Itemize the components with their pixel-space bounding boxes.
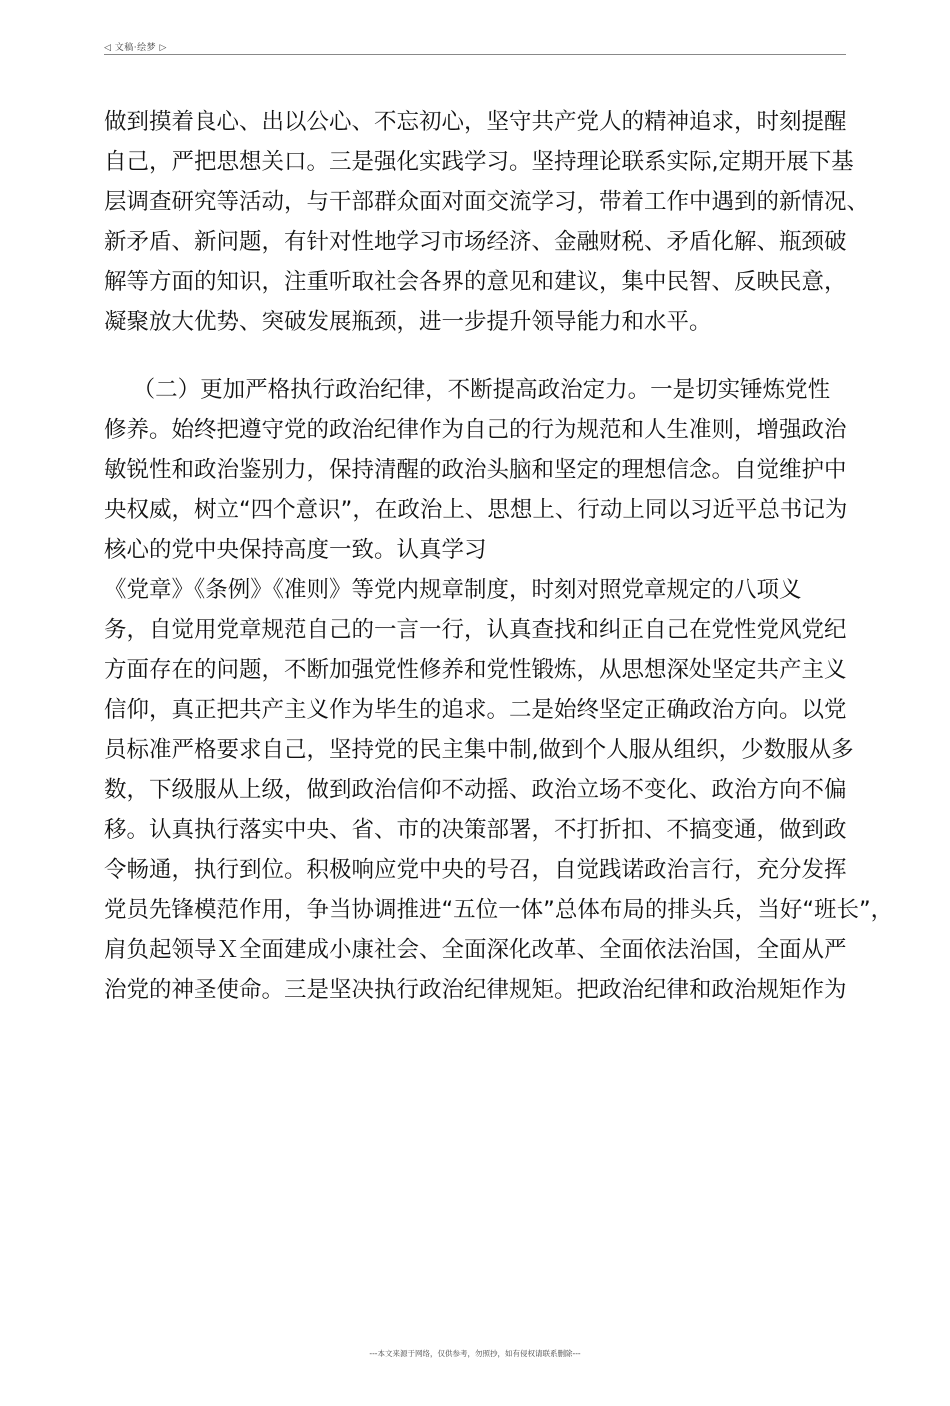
- text-line: 新矛盾、新问题，有针对性地学习市场经济、金融财税、矛盾化解、瓶颈破: [104, 229, 847, 255]
- paragraph-1: [104, 102, 870, 342]
- paragraph-gap: [104, 342, 846, 370]
- footer-disclaimer: ---本文来源于网络，仅供参考，勿照抄，如有侵权请联系删除---: [369, 1349, 581, 1358]
- text-line: 解等方面的知识，注重听取社会各界的意见和建议，集中民智、反映民意，: [104, 269, 847, 295]
- text-line: （二）更加严格执行政治纪律，不断提高政治定力。一是切实锤炼党性: [104, 377, 831, 403]
- text-line: 修养。始终把遵守党的政治纪律作为自己的行为规范和人生准则，增强政治: [104, 417, 847, 443]
- text-line: 数，下级服从上级，做到政治信仰不动摇、政治立场不变化、政治方向不偏: [104, 777, 847, 803]
- header-divider: [104, 54, 846, 55]
- text-line: 令畅通，执行到位。积极响应党中央的号召，自觉践诺政治言行，充分发挥: [104, 857, 847, 883]
- text-line: 治党的神圣使命。三是坚决执行政治纪律规矩。把政治纪律和政治规矩作为: [104, 977, 847, 1003]
- text-line: 员标准严格要求自己，坚持党的民主集中制,做到个人服从组织，少数服从多: [104, 737, 854, 763]
- text-line: [104, 1010, 846, 1050]
- text-line: 信仰，真正把共产主义作为毕生的追求。二是始终坚定正确政治方向。以党: [104, 697, 847, 723]
- text-line: [104, 1090, 846, 1130]
- paragraph-2: [104, 370, 894, 1210]
- text-line: 凝聚放大优势、突破发展瓶颈，进一步提升领导能力和水平。: [104, 309, 712, 335]
- text-line: 党员先锋模范作用，争当协调推进“五位一体”总体布局的排头兵，当好“班长”，: [104, 897, 894, 923]
- text-line: [104, 1130, 846, 1170]
- text-line: 层调查研究等活动，与干部群众面对面交流学习，带着工作中遇到的新情况、: [104, 189, 870, 215]
- text-line: 核心的党中央保持高度一致。认真学习: [104, 537, 487, 563]
- header-title: ◁ 文稿·绘梦 ▷: [104, 43, 167, 53]
- text-line: 自己，严把思想关口。三是强化实践学习。坚持理论联系实际,定期开展下基: [104, 149, 854, 175]
- text-line: 做到摸着良心、出以公心、不忘初心，坚守共产党人的精神追求，时刻提醒: [104, 109, 847, 135]
- text-line: 央权威，树立“四个意识”，在政治上、思想上、行动上同以习近平总书记为: [104, 497, 848, 523]
- text-line: 肩负起领导Ｘ全面建成小康社会、全面深化改革、全面依法治国，全面从严: [104, 937, 847, 963]
- text-line: 《党章》《条例》《准则》等党内规章制度，时刻对照党章规定的八项义: [104, 577, 802, 603]
- text-line: 移。认真执行落实中央、省、市的决策部署，不打折扣、不搞变通，做到政: [104, 817, 847, 843]
- text-line: 务，自觉用党章规范自己的一言一行，认真查找和纠正自己在党性党风党纪: [104, 617, 847, 643]
- text-line: [104, 1170, 846, 1210]
- text-line: 方面存在的问题，不断加强党性修养和党性锻炼，从思想深处坚定共产主义: [104, 657, 847, 683]
- text-line: 敏锐性和政治鉴别力，保持清醒的政治头脑和坚定的理想信念。自觉维护中: [104, 457, 847, 483]
- text-line: [104, 1050, 846, 1090]
- document-body: [104, 102, 894, 1210]
